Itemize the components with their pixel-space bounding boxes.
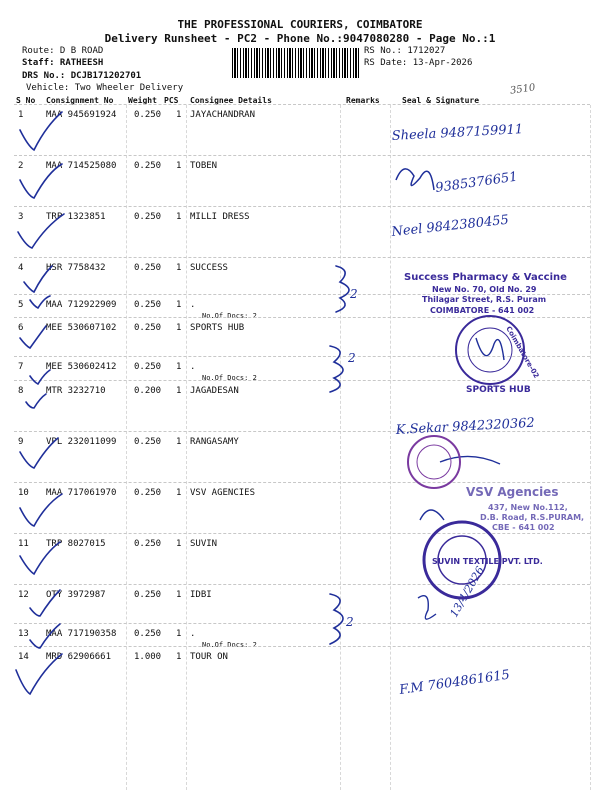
row-weight: 0.250 bbox=[134, 323, 162, 333]
row-pcs: 1 bbox=[176, 652, 182, 662]
row-pcs: 1 bbox=[176, 437, 182, 447]
row-pcs: 1 bbox=[176, 362, 182, 372]
row-consignment-no: MEE 530607102 bbox=[46, 323, 117, 333]
row-weight: 0.250 bbox=[134, 488, 162, 498]
handwritten-signature: K.Sekar 9842320362 bbox=[395, 415, 536, 438]
check-mark-icon bbox=[18, 214, 64, 248]
rs-number: RS No.: 1712027 bbox=[364, 46, 446, 56]
check-mark-icon bbox=[24, 266, 52, 292]
row-pcs: 1 bbox=[176, 590, 182, 600]
check-marks bbox=[16, 112, 349, 694]
row-consignee: SUCCESS bbox=[190, 263, 228, 273]
row-consignee: . bbox=[190, 362, 196, 372]
vsv-stamp bbox=[466, 485, 584, 532]
row-weight: 0.250 bbox=[134, 300, 162, 310]
runsheet-subtitle: Delivery Runsheet - PC2 - Phone No.:9047080280 - Page No.:1 bbox=[104, 32, 496, 45]
row-docs-count: No.Of Docs: 2 bbox=[202, 312, 257, 320]
vehicle-label: Vehicle: Two Wheeler Delivery bbox=[26, 83, 184, 93]
check-mark-icon bbox=[20, 438, 58, 468]
row-consignee: VSV AGENCIES bbox=[190, 488, 256, 498]
drs-label: DRS No.: DCJB171202701 bbox=[22, 71, 142, 81]
row-pcs: 1 bbox=[176, 110, 182, 120]
row-pcs: 1 bbox=[176, 212, 182, 222]
handwritten-signature: Neel 9842380455 bbox=[390, 212, 510, 240]
row-consignee: . bbox=[190, 629, 196, 639]
check-mark-icon bbox=[20, 494, 62, 526]
check-mark-icon bbox=[20, 326, 46, 348]
row-weight: 0.250 bbox=[134, 161, 162, 171]
row-consignee: RANGASAMY bbox=[190, 437, 239, 447]
row-sno: 11 bbox=[18, 539, 29, 549]
handwritten-date: 13/4/2026 bbox=[447, 564, 487, 620]
row-sno: 10 bbox=[18, 488, 29, 498]
row-sno: 2 bbox=[18, 161, 24, 171]
row-weight: 0.250 bbox=[134, 362, 162, 372]
row-pcs: 1 bbox=[176, 161, 182, 171]
remark-number: 2 bbox=[350, 287, 358, 301]
bracket-icon bbox=[330, 594, 343, 644]
remark-number: 2 bbox=[348, 351, 356, 365]
row-consignment-no: TRP 8027015 bbox=[46, 539, 106, 549]
row-pcs: 1 bbox=[176, 263, 182, 273]
col-consignment: Consignment No bbox=[46, 96, 114, 105]
col-pcs: PCS bbox=[164, 96, 179, 105]
row-sno: 5 bbox=[18, 300, 24, 310]
row-weight: 1.000 bbox=[134, 652, 162, 662]
svg-text:CBE - 641 002: CBE - 641 002 bbox=[492, 523, 555, 532]
svg-text:437, New No.112,: 437, New No.112, bbox=[488, 503, 568, 512]
row-sno: 9 bbox=[18, 437, 24, 447]
row-consignment-no: MAA 945691924 bbox=[46, 110, 117, 120]
row-sno: 13 bbox=[18, 629, 29, 639]
svg-text:VSV Agencies: VSV Agencies bbox=[466, 485, 559, 499]
row-pcs: 1 bbox=[176, 386, 182, 396]
row-consignment-no: TRP 1323851 bbox=[46, 212, 106, 222]
row-pcs: 1 bbox=[176, 629, 182, 639]
row-consignment-no: MEE 530602412 bbox=[46, 362, 117, 372]
row-pcs: 1 bbox=[176, 300, 182, 310]
row-sno: 1 bbox=[18, 110, 24, 120]
row-consignment-no: VPL 232011099 bbox=[46, 437, 117, 447]
bracket-icon bbox=[330, 346, 343, 392]
col-consignee: Consignee Details bbox=[190, 96, 272, 105]
check-mark-icon bbox=[16, 654, 62, 694]
row-pcs: 1 bbox=[176, 323, 182, 333]
row-sno: 14 bbox=[18, 652, 29, 662]
row-consignment-no: MAA 717061970 bbox=[46, 488, 117, 498]
col-sno: S No bbox=[16, 96, 36, 105]
check-mark-icon bbox=[30, 296, 50, 308]
row-docs-count: No.Of Docs: 2 bbox=[202, 641, 257, 649]
row-consignment-no: HSR 7758432 bbox=[46, 263, 106, 273]
row-consignee: JAYACHANDRAN bbox=[190, 110, 256, 120]
row-consignment-no: MAA 714525080 bbox=[46, 161, 117, 171]
row-weight: 0.250 bbox=[134, 590, 162, 600]
svg-text:COIMBATORE - 641 002: COIMBATORE - 641 002 bbox=[430, 306, 535, 315]
svg-text:SPORTS HUB: SPORTS HUB bbox=[466, 385, 531, 395]
row-weight: 0.200 bbox=[134, 386, 162, 396]
signature-scribble bbox=[396, 169, 434, 190]
svg-text:SUVIN TEXTILE PVT. LTD.: SUVIN TEXTILE PVT. LTD. bbox=[432, 557, 543, 566]
row-weight: 0.250 bbox=[134, 539, 162, 549]
row-sno: 6 bbox=[18, 323, 24, 333]
success-stamp bbox=[404, 272, 567, 315]
company-title: THE PROFESSIONAL COURIERS, COIMBATORE bbox=[177, 18, 423, 31]
row-pcs: 1 bbox=[176, 488, 182, 498]
signature-scribble bbox=[418, 596, 436, 619]
row-consignee: MILLI DRESS bbox=[190, 212, 250, 222]
row-weight: 0.250 bbox=[134, 212, 162, 222]
row-consignment-no: MRD 62906661 bbox=[46, 652, 112, 662]
col-weight: Weight bbox=[128, 96, 157, 105]
staff-label: Staff: RATHEESH bbox=[22, 58, 104, 68]
remark-number: 2 bbox=[346, 615, 354, 629]
row-sno: 8 bbox=[18, 386, 24, 396]
row-consignment-no: OTY 3972987 bbox=[46, 590, 106, 600]
row-sno: 7 bbox=[18, 362, 24, 372]
round-seal-stamp bbox=[408, 436, 460, 488]
row-consignee: SUVIN bbox=[190, 539, 218, 549]
row-weight: 0.250 bbox=[134, 263, 162, 273]
handwritten-phone: 9385376651 bbox=[434, 169, 519, 196]
row-consignee: . bbox=[190, 300, 196, 310]
svg-text:Thilagar Street, R.S. Puram: Thilagar Street, R.S. Puram bbox=[422, 295, 547, 304]
row-sno: 12 bbox=[18, 590, 29, 600]
row-consignee: TOUR ON bbox=[190, 652, 228, 662]
row-weight: 0.250 bbox=[134, 110, 162, 120]
handwritten-signature: Sheela 9487159911 bbox=[391, 122, 524, 144]
bracket-icon bbox=[336, 266, 349, 312]
row-consignee: SPORTS HUB bbox=[190, 323, 245, 333]
rs-date: RS Date: 13-Apr-2026 bbox=[364, 58, 473, 68]
svg-text:New No. 70, Old No. 29: New No. 70, Old No. 29 bbox=[432, 285, 537, 294]
row-consignee: IDBI bbox=[190, 590, 212, 600]
row-sno: 4 bbox=[18, 263, 24, 273]
pencil-note: 3510 bbox=[509, 82, 537, 97]
check-mark-icon bbox=[20, 542, 60, 574]
row-consignment-no: MAA 712922909 bbox=[46, 300, 117, 310]
route-label: Route: D B ROAD bbox=[22, 46, 104, 56]
row-consignee: TOBEN bbox=[190, 161, 218, 171]
row-docs-count: No.Of Docs: 2 bbox=[202, 374, 257, 382]
handwritten-signature: F.M 7604861615 bbox=[398, 667, 511, 698]
row-sno: 3 bbox=[18, 212, 24, 222]
row-pcs: 1 bbox=[176, 539, 182, 549]
check-mark-icon bbox=[30, 590, 60, 616]
check-mark-icon bbox=[30, 624, 60, 648]
row-consignee: JAGADESAN bbox=[190, 386, 239, 396]
suvin-stamp bbox=[424, 522, 543, 598]
check-mark-icon bbox=[20, 112, 62, 150]
row-consignment-no: MAA 717190358 bbox=[46, 629, 117, 639]
check-mark-icon bbox=[30, 370, 50, 384]
svg-text:Success Pharmacy & Vaccine: Success Pharmacy & Vaccine bbox=[404, 272, 567, 283]
col-remarks: Remarks bbox=[346, 96, 380, 105]
svg-text:Coimbatore-02: Coimbatore-02 bbox=[504, 325, 541, 380]
row-weight: 0.250 bbox=[134, 437, 162, 447]
svg-text:D.B. Road, R.S.PURAM,: D.B. Road, R.S.PURAM, bbox=[480, 513, 585, 522]
row-consignment-no: MTR 3232710 bbox=[46, 386, 106, 396]
check-mark-icon bbox=[20, 164, 62, 198]
col-seal: Seal & Signature bbox=[402, 96, 480, 105]
sportshub-stamp bbox=[456, 316, 540, 395]
check-mark-icon bbox=[26, 394, 46, 408]
row-weight: 0.250 bbox=[134, 629, 162, 639]
